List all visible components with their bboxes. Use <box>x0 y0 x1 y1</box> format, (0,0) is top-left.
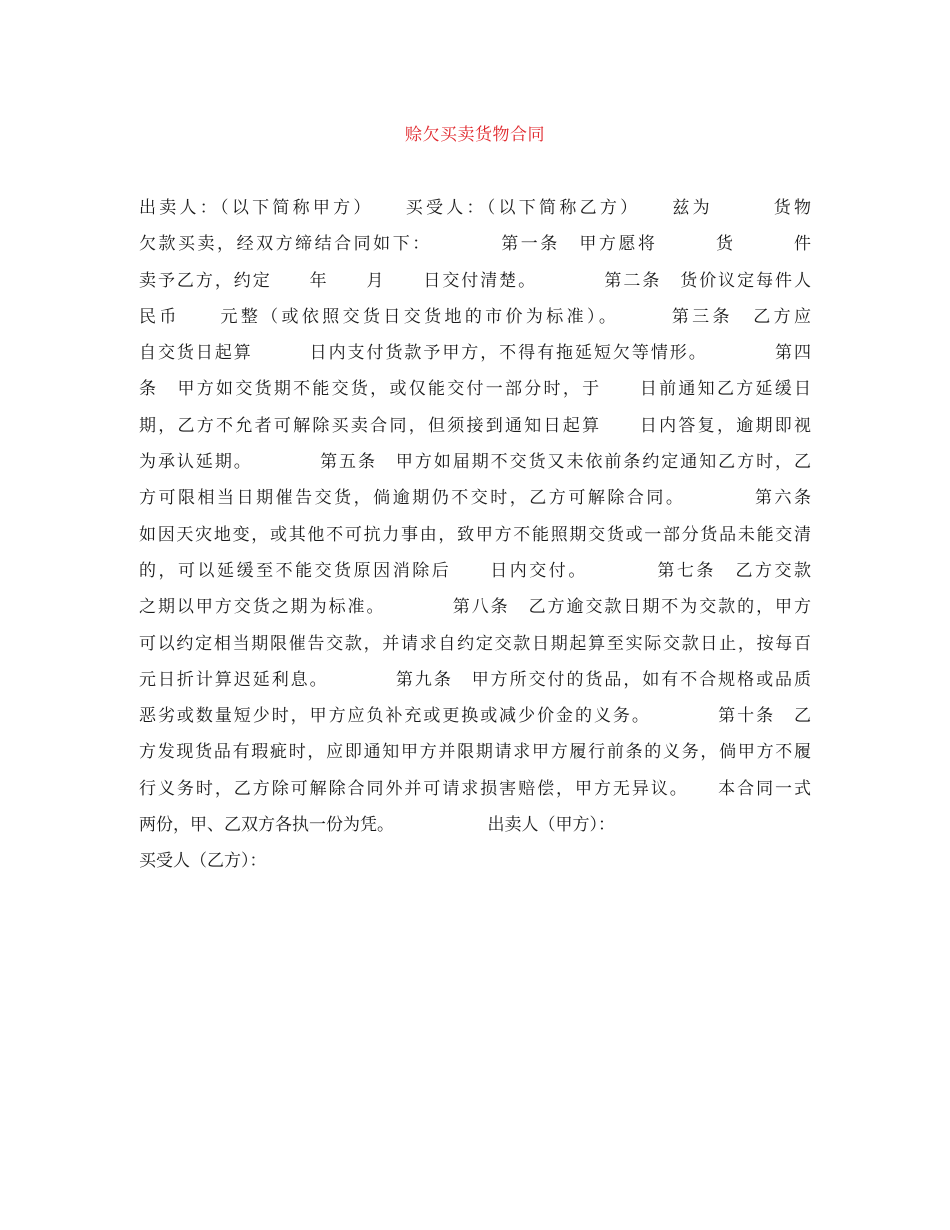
contract-line: 元日折计算迟延利息。 第九条 甲方所交付的货品，如有不合规格或品质 <box>139 669 811 690</box>
contract-line: 方可限相当日期催告交货，倘逾期仍不交时，乙方可解除合同。 第六条 <box>139 488 811 509</box>
contract-line: 可以约定相当期限催告交款，并请求自约定交款日期起算至实际交款日止，按每百 <box>139 633 811 654</box>
contract-line: 条 甲方如交货期不能交货，或仅能交付一部分时，于 日前通知乙方延缓日 <box>139 379 811 400</box>
contract-line: 欠款买卖，经双方缔结合同如下： 第一条 甲方愿将 货 件 <box>139 234 811 255</box>
document-title: 赊欠买卖货物合同 <box>405 125 545 145</box>
contract-line: 民币 元整（或依照交货日交货地的市价为标准）。 第三条 乙方应 <box>139 306 811 327</box>
contract-line: 期，乙方不允者可解除买卖合同，但须接到通知日起算 日内答复，逾期即视 <box>139 415 811 436</box>
contract-line: 方发现货品有瑕疵时，应即通知甲方并限期请求甲方履行前条的义务，倘甲方不履 <box>139 742 811 763</box>
contract-line: 恶劣或数量短少时，甲方应负补充或更换或减少价金的义务。 第十条 乙 <box>139 706 811 727</box>
buyer-signature-line: 买受人（乙方）： <box>139 851 267 872</box>
contract-body <box>139 190 811 880</box>
contract-line: 之期以甲方交货之期为标准。 第八条 乙方逾交款日期不为交款的，甲方 <box>139 597 811 618</box>
contract-line: 卖予乙方，约定 年 月 日交付清楚。 第二条 货价议定每件人 <box>139 270 811 291</box>
contract-line: 如因天灾地变，或其他不可抗力事由，致甲方不能照期交货或一部分货品未能交清 <box>139 524 811 545</box>
contract-line: 为承认延期。 第五条 甲方如届期不交货又未依前条约定通知乙方时，乙 <box>139 452 811 473</box>
contract-line: 出卖人：（以下简称甲方） 买受人：（以下简称乙方） 兹为 货物 <box>139 198 811 218</box>
contract-line: 的，可以延缓至不能交货原因消除后 日内交付。 第七条 乙方交款 <box>139 560 811 581</box>
contract-line: 自交货日起算 日内支付货款予甲方，不得有拖延短欠等情形。 第四 <box>139 343 811 364</box>
contract-line: 行义务时，乙方除可解除合同外并可请求损害赔偿，甲方无异议。 本合同一式 <box>139 778 811 799</box>
seller-signature-line: 两份，甲、乙双方各执一份为凭。 出卖人（甲方）： <box>139 815 615 836</box>
